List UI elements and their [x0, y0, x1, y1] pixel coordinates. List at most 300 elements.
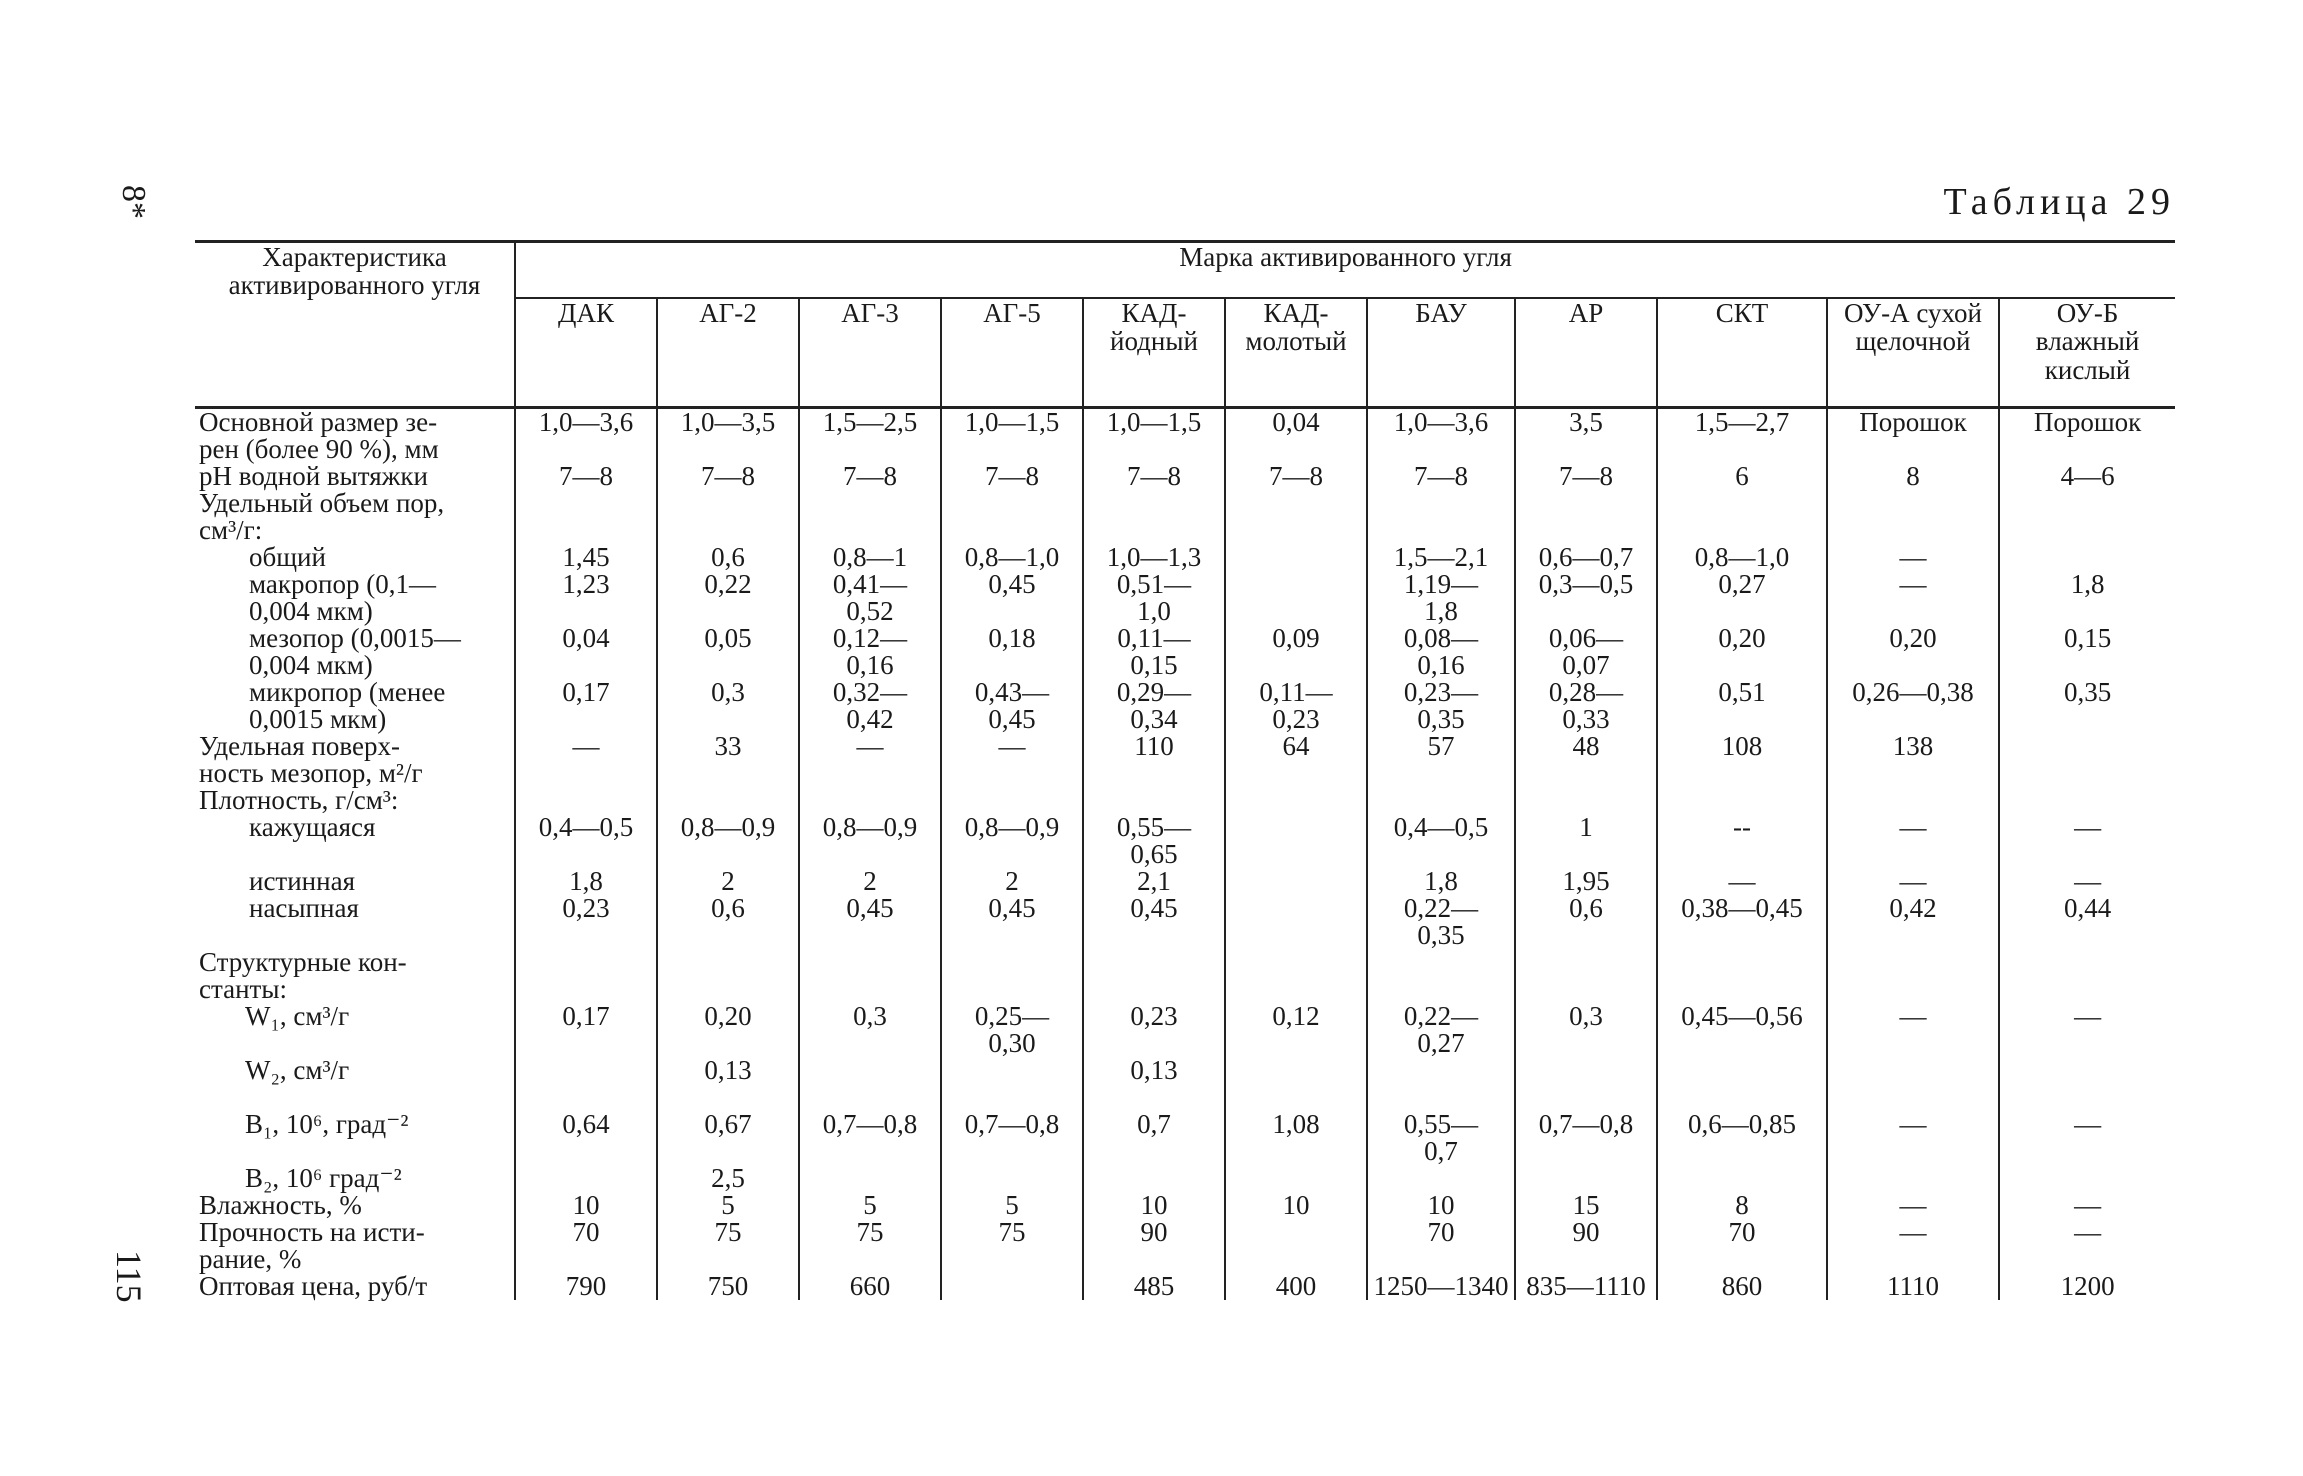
table-cell: 0,42 [799, 706, 941, 733]
table-cell [657, 652, 799, 679]
table-cell: 485 [1083, 1273, 1225, 1300]
table-cell [1367, 1057, 1515, 1084]
table-cell: 7—8 [941, 463, 1083, 490]
table-cell [1827, 841, 1999, 868]
table-cell: — [1827, 1192, 1999, 1219]
table-cell: 1,5—2,7 [1657, 408, 1827, 437]
table-cell: 1,0—1,5 [1083, 408, 1225, 437]
table-cell [799, 490, 941, 517]
table-cell: 0,16 [1367, 652, 1515, 679]
table-cell: 70 [1657, 1219, 1827, 1246]
table-cell: 0,23— [1367, 679, 1515, 706]
table-cell [1225, 814, 1367, 841]
column-header: АГ-5 [941, 298, 1083, 408]
table-cell: 70 [572, 1217, 600, 1247]
table-row [195, 949, 2175, 976]
table-cell [1225, 1057, 1367, 1084]
table-cell [1083, 1084, 1225, 1111]
table-row [195, 760, 2175, 787]
table-row [195, 841, 2175, 868]
table-cell [1827, 490, 1999, 517]
table-cell: 8 [1827, 463, 1999, 490]
table-cell [1515, 1138, 1657, 1165]
table-cell [1515, 490, 1657, 517]
table-cell: 0,15 [1083, 652, 1225, 679]
row-label: рание, % [195, 1246, 515, 1273]
table-cell [1827, 1030, 1999, 1057]
table-cell: 2 [941, 868, 1083, 895]
table-cell: 110 [1083, 733, 1225, 760]
row-label: насыпная [195, 895, 515, 922]
table-cell: 48 [1515, 733, 1657, 760]
table-cell: 0,12 [1225, 1003, 1367, 1030]
table-cell: 0,05 [657, 625, 799, 652]
table-cell: 0,51— [1083, 571, 1225, 598]
table-cell [515, 706, 657, 733]
table-cell [1999, 544, 2175, 571]
table-cell [1083, 517, 1225, 544]
table-cell: 1,0—3,5 [657, 408, 799, 437]
table-cell [1225, 598, 1367, 625]
table-cell: 0,26—0,38 [1827, 679, 1999, 706]
table-cell: 0,6—0,7 [1515, 544, 1657, 571]
table-cell [657, 1030, 799, 1057]
table-row [195, 625, 2175, 652]
table-cell: 0,35 [1999, 679, 2175, 706]
column-header: ДАК [558, 298, 614, 328]
table-row [195, 976, 2175, 1003]
table-cell [1225, 976, 1367, 1003]
table-cell [941, 436, 1083, 463]
table-cell: 0,16 [799, 652, 941, 679]
table-row [195, 1165, 2175, 1192]
table-cell: 0,23 [562, 893, 610, 923]
table-cell: 0,45 [941, 571, 1083, 598]
table-cell [1999, 1165, 2175, 1192]
table-cell [1225, 760, 1367, 787]
table-cell: 0,17 [562, 677, 610, 707]
table-cell [515, 922, 657, 949]
table-cell [1999, 517, 2175, 544]
table-cell: 0,20 [1657, 625, 1827, 652]
table-cell: 0,7 [1083, 1111, 1225, 1138]
table-cell: 0,25— [941, 1003, 1083, 1030]
table-cell: 0,22— [1367, 1003, 1515, 1030]
table-cell [941, 652, 1083, 679]
table-cell [1999, 787, 2175, 814]
row-label: Прочность на исти- [195, 1219, 515, 1246]
table-cell: 1,95 [1515, 868, 1657, 895]
table-cell [941, 490, 1083, 517]
table-cell: 0,3 [1515, 1003, 1657, 1030]
table-cell [1367, 436, 1515, 463]
table-cell: 0,45 [941, 895, 1083, 922]
table-cell [1083, 1138, 1225, 1165]
column-header: БАУ [1367, 298, 1515, 408]
table-row [195, 408, 2175, 437]
table-cell: 0,52 [799, 598, 941, 625]
table-cell [1827, 1057, 1999, 1084]
table-cell [1999, 1246, 2175, 1273]
table-cell [1515, 1165, 1657, 1192]
table-cell [1999, 949, 2175, 976]
table-cell [657, 1138, 799, 1165]
table-cell: 0,22 [657, 571, 799, 598]
table-cell: — [1999, 1192, 2175, 1219]
table-cell: 0,28— [1515, 679, 1657, 706]
table-cell [1515, 1246, 1657, 1273]
row-label: Влажность, % [195, 1192, 515, 1219]
table-cell [799, 1084, 941, 1111]
table-cell: 0,29— [1083, 679, 1225, 706]
table-cell: 0,17 [562, 1001, 610, 1031]
table-cell: 0,8—0,9 [941, 814, 1083, 841]
table-cell [799, 517, 941, 544]
table-cell: 1200 [1999, 1273, 2175, 1300]
column-header: КАД-молотый [1225, 298, 1367, 408]
table-cell: 138 [1827, 733, 1999, 760]
table-cell [1999, 1057, 2175, 1084]
table-cell [1515, 598, 1657, 625]
table-cell [1999, 1138, 2175, 1165]
table-cell [1827, 976, 1999, 1003]
table-cell: 1,0 [1083, 598, 1225, 625]
table-cell [1827, 922, 1999, 949]
table-cell: 64 [1225, 733, 1367, 760]
table-cell: 7—8 [1367, 463, 1515, 490]
row-label: см³/г: [195, 517, 515, 544]
table-cell [1367, 1246, 1515, 1273]
table-cell [1999, 706, 2175, 733]
column-header: ОУ-А сухой щелочной [1827, 298, 1999, 408]
row-label: 0,004 мкм) [195, 598, 515, 625]
column-header: АР [1515, 298, 1657, 408]
table-cell: — [1827, 544, 1999, 571]
table-cell: 0,45 [1083, 895, 1225, 922]
table-cell: Порошок [1999, 408, 2175, 437]
table-cell [657, 1246, 799, 1273]
table-cell: — [1827, 868, 1999, 895]
table-cell [515, 841, 657, 868]
table-cell [1657, 760, 1827, 787]
table-cell [515, 787, 657, 814]
table-cell: 1,23 [562, 569, 610, 599]
table-cell: 0,8—0,9 [799, 814, 941, 841]
table-cell [515, 976, 657, 1003]
table-cell [657, 598, 799, 625]
table-cell: 0,41— [799, 571, 941, 598]
table-cell [657, 490, 799, 517]
table-cell: 0,15 [1999, 625, 2175, 652]
table-cell: 3,5 [1515, 408, 1657, 437]
table-cell: — [1999, 1111, 2175, 1138]
table-cell: 2,5 [657, 1165, 799, 1192]
table-cell [1999, 841, 2175, 868]
table-cell [515, 1084, 657, 1111]
table-cell [1225, 652, 1367, 679]
table-cell: 0,34 [1083, 706, 1225, 733]
table-cell [1657, 1246, 1827, 1273]
table-cell: 1250—1340 [1367, 1273, 1515, 1300]
table-cell: 0,67 [657, 1111, 799, 1138]
table-cell: 1,08 [1225, 1111, 1367, 1138]
table-cell: — [572, 731, 600, 761]
table-cell: 7—8 [1083, 463, 1225, 490]
row-label: рН водной вытяжки [195, 463, 515, 490]
table-cell [799, 922, 941, 949]
table-row [195, 814, 2175, 841]
table-cell: 0,45 [799, 895, 941, 922]
table-cell [515, 1057, 657, 1084]
row-label: Удельная поверх- [195, 733, 515, 760]
table-cell [1515, 1084, 1657, 1111]
row-label: Плотность, г/см³: [195, 787, 515, 814]
table-cell: 90 [1083, 1219, 1225, 1246]
table-cell [1225, 571, 1367, 598]
table-cell [1999, 1084, 2175, 1111]
table-cell [1999, 436, 2175, 463]
table-cell [941, 598, 1083, 625]
table-cell: 0,07 [1515, 652, 1657, 679]
table-cell [1515, 787, 1657, 814]
table-cell: 0,6 [657, 544, 799, 571]
table-cell [1083, 1030, 1225, 1057]
table-row [195, 1246, 2175, 1273]
row-label [195, 1084, 515, 1111]
table-cell: 0,32— [799, 679, 941, 706]
table-cell [1827, 1084, 1999, 1111]
table-cell [657, 787, 799, 814]
table-cell [1367, 760, 1515, 787]
side-page-number: 115 [109, 1250, 149, 1303]
table-cell [1657, 1138, 1827, 1165]
row-label: W₂, см³/г [195, 1057, 515, 1084]
table-cell [1827, 949, 1999, 976]
table-cell: — [1827, 1003, 1999, 1030]
table-cell: 0,7—0,8 [941, 1111, 1083, 1138]
table-cell: 1,0—1,3 [1083, 544, 1225, 571]
table-cell: 0,09 [1225, 625, 1367, 652]
row-label: истинная [195, 868, 515, 895]
table-cell: 7—8 [657, 463, 799, 490]
row-label: мезопор (0,0015— [195, 625, 515, 652]
table-cell: — [1999, 868, 2175, 895]
table-cell: 75 [657, 1219, 799, 1246]
table-cell [1083, 490, 1225, 517]
table-cell [515, 517, 657, 544]
table-cell [1367, 841, 1515, 868]
table-cell [1657, 841, 1827, 868]
table-row [195, 1030, 2175, 1057]
table-cell: 0,64 [562, 1109, 610, 1139]
table-cell: 0,4—0,5 [1367, 814, 1515, 841]
column-header: ОУ-Б влажный кислый [1999, 298, 2175, 408]
table-cell [657, 922, 799, 949]
characteristic-header: Характеристика активированного угля [195, 242, 515, 408]
table-cell [1657, 922, 1827, 949]
table-title: Таблица 29 [1943, 181, 2175, 223]
table-cell [799, 841, 941, 868]
table-cell [1827, 706, 1999, 733]
table-cell: 5 [941, 1192, 1083, 1219]
table-cell [1999, 490, 2175, 517]
table-row [195, 598, 2175, 625]
table-cell [941, 517, 1083, 544]
table-cell [1657, 652, 1827, 679]
table-cell [1657, 706, 1827, 733]
table-cell: 750 [657, 1273, 799, 1300]
row-label: ность мезопор, м²/г [195, 760, 515, 787]
table-cell [515, 436, 657, 463]
table-cell: — [799, 733, 941, 760]
table-cell [515, 1165, 657, 1192]
column-header: КАД-йодный [1083, 298, 1225, 408]
table-row [195, 1138, 2175, 1165]
table-cell [1225, 922, 1367, 949]
table-cell: 5 [799, 1192, 941, 1219]
table-cell: 1,5—2,5 [799, 408, 941, 437]
table-cell: 400 [1225, 1273, 1367, 1300]
table-cell: 7—8 [799, 463, 941, 490]
table-cell: 1,0—3,6 [1367, 408, 1515, 437]
table-cell: 0,23 [1225, 706, 1367, 733]
table-row [195, 787, 2175, 814]
table-cell [1515, 922, 1657, 949]
table-cell: 0,22— [1367, 895, 1515, 922]
table-cell [1827, 1138, 1999, 1165]
table-cell: 90 [1515, 1219, 1657, 1246]
table-cell: 7—8 [1225, 463, 1367, 490]
table-cell [515, 760, 657, 787]
table-cell [1367, 787, 1515, 814]
table-cell: 1,8 [569, 866, 603, 896]
table-cell [515, 1030, 657, 1057]
table-cell [1225, 517, 1367, 544]
table-cell: 790 [565, 1271, 607, 1301]
table-cell [1225, 949, 1367, 976]
table-cell [799, 976, 941, 1003]
table-cell: 0,8—1,0 [1657, 544, 1827, 571]
table-cell: 33 [657, 733, 799, 760]
table-cell: 1,45 [562, 542, 610, 572]
table-cell: — [1999, 814, 2175, 841]
table-cell [657, 1084, 799, 1111]
table-cell [515, 949, 657, 976]
row-label [195, 1030, 515, 1057]
row-label: 0,0015 мкм) [195, 706, 515, 733]
table-cell: 1110 [1827, 1273, 1999, 1300]
table-cell: 0,13 [1083, 1057, 1225, 1084]
table-cell [1827, 760, 1999, 787]
table-cell [1225, 1246, 1367, 1273]
table-cell [515, 1138, 657, 1165]
table-cell: 10 [1225, 1192, 1367, 1219]
table-cell [799, 1246, 941, 1273]
row-label: B₂, 10⁶ град⁻² [195, 1165, 515, 1192]
table-row [195, 571, 2175, 598]
table-cell: 835—1110 [1515, 1273, 1657, 1300]
table-cell [1827, 787, 1999, 814]
table-cell [1515, 1057, 1657, 1084]
table-cell: — [1827, 1111, 1999, 1138]
table-cell [1827, 436, 1999, 463]
table-row [195, 679, 2175, 706]
table-cell: 0,55— [1083, 814, 1225, 841]
table-cell: 0,45—0,56 [1657, 1003, 1827, 1030]
row-label: общий [195, 544, 515, 571]
table-cell: 0,27 [1657, 571, 1827, 598]
table-cell [941, 787, 1083, 814]
table-cell: -- [1657, 814, 1827, 841]
table-cell: 0,30 [941, 1030, 1083, 1057]
table-cell [1827, 1246, 1999, 1273]
table-cell [1367, 1165, 1515, 1192]
table-cell [1999, 733, 2175, 760]
table-cell [1367, 517, 1515, 544]
table-row [195, 1084, 2175, 1111]
table-cell: 0,45 [941, 706, 1083, 733]
table-cell [1657, 436, 1827, 463]
table-cell: 0,20 [657, 1003, 799, 1030]
table-cell [1083, 1165, 1225, 1192]
table-cell: 0,4—0,5 [538, 812, 634, 842]
table-cell: — [1999, 1003, 2175, 1030]
table-row [195, 706, 2175, 733]
table-cell [1999, 652, 2175, 679]
table-cell [1515, 841, 1657, 868]
table-cell: 0,11— [1225, 679, 1367, 706]
row-label: Основной размер зе- [195, 408, 515, 437]
table-cell [1657, 1030, 1827, 1057]
table-cell [1999, 598, 2175, 625]
table-row [195, 1273, 2175, 1300]
table-cell: 1,5—2,1 [1367, 544, 1515, 571]
table-cell: 75 [799, 1219, 941, 1246]
table-cell [1367, 1084, 1515, 1111]
table-row [195, 733, 2175, 760]
table-cell: 1,8 [1367, 868, 1515, 895]
table-cell [941, 841, 1083, 868]
table-cell [799, 949, 941, 976]
row-label [195, 841, 515, 868]
table-cell [1225, 1084, 1367, 1111]
table-cell [941, 976, 1083, 1003]
table-cell [657, 949, 799, 976]
table-cell [1225, 1138, 1367, 1165]
table-cell [1083, 922, 1225, 949]
table-cell: 1,8 [1367, 598, 1515, 625]
table-cell [799, 1030, 941, 1057]
table-cell: 0,38—0,45 [1657, 895, 1827, 922]
table-cell: 1,19— [1367, 571, 1515, 598]
table-row [195, 1003, 2175, 1030]
table-cell [1225, 895, 1367, 922]
table-cell [657, 706, 799, 733]
table-cell: 0,6—0,85 [1657, 1111, 1827, 1138]
table-cell: 860 [1657, 1273, 1827, 1300]
table-cell [941, 1084, 1083, 1111]
table-cell [657, 517, 799, 544]
table-cell [799, 760, 941, 787]
table-cell [941, 1165, 1083, 1192]
table-cell [941, 1057, 1083, 1084]
table-cell: 0,04 [562, 623, 610, 653]
table-cell: 0,3 [799, 1003, 941, 1030]
table-cell: 0,3—0,5 [1515, 571, 1657, 598]
table-cell [657, 841, 799, 868]
table-cell [1657, 598, 1827, 625]
table-cell: 10 [1083, 1192, 1225, 1219]
